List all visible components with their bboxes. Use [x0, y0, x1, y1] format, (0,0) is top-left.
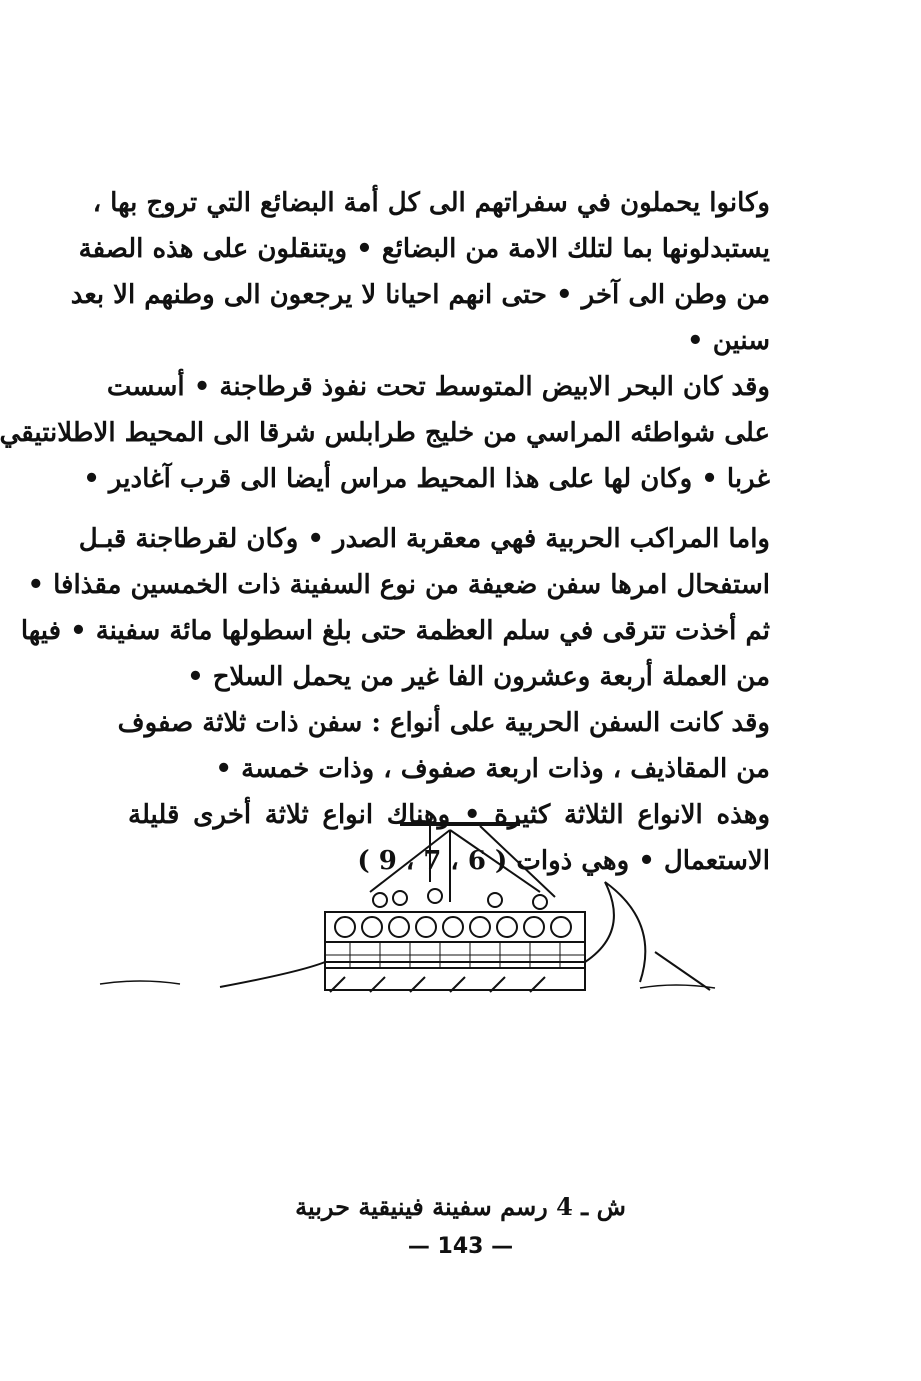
text-line: واما المراكب الحربية فهي معقربة الصدر • وكان لقرطاجنة قبـل: [78, 524, 770, 554]
text-line: من المقاذيف ، وذات اربعة صفوف ، وذات خمسة •: [215, 754, 770, 784]
text-line: غربا • وكان لها على هذا المحيط مراس أيضا الى قرب آغادير •: [83, 464, 770, 494]
text-line: ثم أخذت تترقى في سلم العظمة حتى بلغ اسطولها مائة سفينة • فيها: [20, 616, 770, 646]
text-line: استفحال امرها سفن ضعيفة من نوع السفينة ذات الخمسين مقذافا •: [27, 570, 770, 600]
text-line: من العملة أربعة وعشرون الفا غير من يحمل السلاح •: [187, 662, 770, 692]
text-line: وكانوا يحملون في سفراتهم الى كل أمة البضائع التي تروج بها ،: [92, 188, 770, 218]
text-line: يستبدلونها بما لتلك الامة من البضائع • ويتنقلون على هذه الصفة: [78, 234, 770, 264]
text-line: وقد كان البحر الابيض المتوسط تحت نفوذ قرطاجنة • أسست: [106, 372, 770, 402]
text-line: وقد كانت السفن الحربية على أنواع : سفن ذات ثلاثة صفوف: [117, 708, 770, 738]
phoenician-warship-illustration: [100, 812, 720, 992]
text-line: الاستعمال • وهي ذوات ( 6 ، 7 ، 9 ): [357, 846, 770, 876]
text-line: سنين •: [687, 326, 770, 356]
text-line: وهذه الانواع الثلاثة كثيرة • وهناك انواع ثلاثة أخرى قليلة: [128, 800, 770, 830]
text-line: من وطن الى آخر • حتى انهم احيانا لا يرجعون الى وطنهم الا بعد: [70, 280, 770, 310]
figure-caption: ش ـ 4 رسم سفينة فينيقية حربية: [295, 1192, 626, 1221]
body-text: [0, 180, 770, 884]
text-line: على شواطئه المراسي من خليج طرابلس شرقا الى المحيط الاطلانتيقي: [0, 418, 770, 448]
page-number: — 143 —: [407, 1234, 514, 1259]
